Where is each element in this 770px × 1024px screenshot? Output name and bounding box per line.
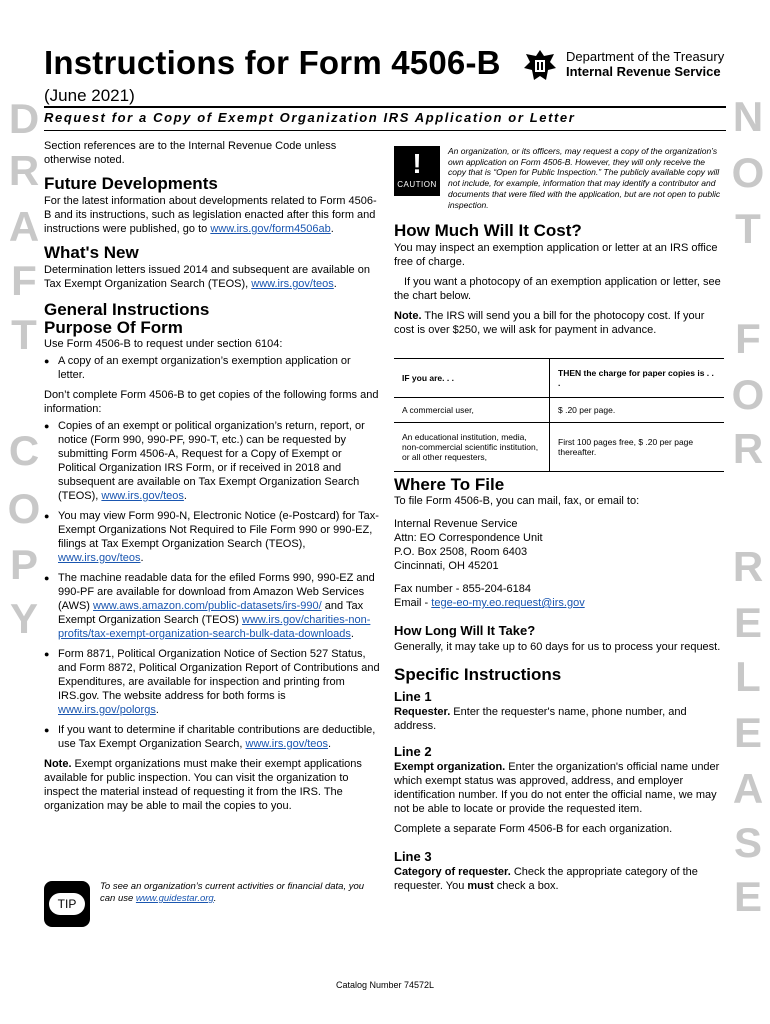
tip-label: TIP <box>49 893 85 915</box>
line1-label: Requester. <box>394 706 451 718</box>
line3-body: check a box. <box>493 880 559 892</box>
irs-eagle-seal-icon <box>520 46 560 86</box>
watermark-letter: O <box>731 371 765 418</box>
aws-dataset-link[interactable]: www.aws.amazon.com/public-datasets/irs-990/ <box>93 600 322 612</box>
whats-new-heading: What's New <box>44 243 139 262</box>
intro-text: Section references are to the Internal Revenue Code unless otherwise noted. <box>44 140 337 166</box>
tip-body: To see an organization’s current activities or financial data, you can use <box>100 881 365 904</box>
table-cell: A commercial user, <box>394 398 550 423</box>
watermark-letter: O <box>7 485 41 532</box>
address-line: P.O. Box 2508, Room 6403 <box>394 546 528 558</box>
list-item: ● A copy of an exempt organization’s exemption application or letter. <box>44 354 380 382</box>
general-instructions-heading: General Instructions <box>44 300 210 319</box>
table-cell: $ .20 per page. <box>550 398 725 423</box>
note-label: Note. <box>44 758 72 770</box>
caution-text: An organization, or its officers, may request a copy of the organization’s own application on Form 4506-B. However, they will only receive the copy that is “Open for Public Inspection.” The publicly available copy will not include, for example, information that may identify a contributor and documents that were filed with the application, but are not open to public inspection. <box>448 146 721 210</box>
bullet-text: Copies of an exempt or political organization’s return, report, or notice (Form 990, 990-PF, 990-T, etc.) can be requested by submitting Form 4506-A, Request for a Copy of Exempt or Political Organization IRS Form, or if received in 2018 and subsequent are available on Tax Exempt Organization Search (TEOS), <box>58 420 365 502</box>
fax-number: Fax number - 855-204-6184 <box>394 583 531 595</box>
list-item: ● If you want to determine if charitable contributions are deductible, use Tax Exempt Organization Search, www.irs.gov/teos. <box>44 723 380 751</box>
table-row <box>394 398 724 423</box>
line2-text <box>394 760 724 816</box>
column-header: IF you are. . . <box>394 359 550 398</box>
watermark-letter: C <box>8 427 40 474</box>
dont-complete-text: Don’t complete Form 4506-B to get copies of the following forms and information: <box>44 389 379 415</box>
table-row <box>394 423 724 472</box>
watermark-letter: E <box>733 599 762 646</box>
agency-line: Internal Revenue Service <box>566 64 721 79</box>
email-label: Email - <box>394 597 432 609</box>
note-text: Exempt organizations must make their exempt applications available for public inspection. You can visit the organization to inspect the material instead of requesting it from the IRS. The organization may be able to mail the copies to you. <box>44 758 362 812</box>
exclamation-icon: ! <box>412 148 422 179</box>
left-column <box>44 139 380 813</box>
watermark-letter: O <box>731 149 765 196</box>
teos-link[interactable]: www.irs.gov/teos <box>58 552 141 564</box>
list-item: ● Copies of an exempt or political organization’s return, report, or notice (Form 990, 990-PF, 990-T, etc.) can be requested by submitting Form 4506-A, Request for a Copy of Exempt or Political Organization IRS Form, or if received in 2018 and subsequent are available on Tax Exempt Organization Search (TEOS), www.irs.gov/teos. <box>44 419 380 503</box>
tip-icon <box>44 881 90 927</box>
watermark-letter: F <box>735 315 761 362</box>
watermark-letter: T <box>11 311 37 358</box>
purpose-heading: Purpose Of Form <box>44 318 183 337</box>
watermark-letter: A <box>8 203 40 250</box>
purpose-list <box>44 354 380 382</box>
table-header-row <box>394 359 724 398</box>
watermark-letter: N <box>732 93 764 140</box>
line3-body: Check the appropriate category of the requester. You <box>394 866 698 892</box>
line1-heading: Line 1 <box>394 689 432 704</box>
line3-heading: Line 3 <box>394 849 432 864</box>
header-rule <box>44 106 726 108</box>
department-line: Department of the Treasury <box>566 49 725 64</box>
bullet-text: You may view Form 990-N, Electronic Notice (e-Postcard) for Tax-Exempt Organizations Not Required to File Form 990 or 990-EZ, filings at Tax Exempt Organization Search (TEOS), <box>58 510 379 550</box>
watermark-letter: S <box>733 819 762 866</box>
where-to-file-text: To file Form 4506-B, you can mail, fax, or email to: <box>394 495 640 507</box>
catalog-number: Catalog Number 74572L <box>335 980 435 990</box>
line2-text2: Complete a separate Form 4506-B for each organization. <box>394 823 673 835</box>
address-line: Internal Revenue Service <box>394 518 518 530</box>
charges-table <box>394 358 724 472</box>
future-developments-heading: Future Developments <box>44 174 218 193</box>
agency-name <box>566 49 724 79</box>
line2-heading: Line 2 <box>394 744 432 759</box>
where-to-file-section <box>394 475 724 893</box>
teos-bulk-data-link[interactable]: www.irs.gov/charities-non-profits/tax-exempt-organization-search-bulk-data-downloads <box>58 614 371 640</box>
line1-text <box>394 705 724 733</box>
exclusions-list <box>44 419 380 751</box>
list-item: ● The machine readable data for the efiled Forms 990, 990-EZ and 990-PF are available for download from Amazon Web Services (AWS) www.aws.amazon.com/public-datasets/irs-990/ and Tax Exempt Organization Search (TEOS) www.irs.gov/charities-non-profits/tax-exempt-organization-search-bulk-data-downloads. <box>44 571 380 641</box>
table-cell: An educational institution, media, non-commercial scientific institution, or all other requesters, <box>394 423 550 472</box>
teos-link[interactable]: www.irs.gov/teos <box>251 278 334 290</box>
watermark-letter: R <box>732 543 764 590</box>
page-title: Instructions for Form 4506-B <box>44 44 501 81</box>
subtitle-rule <box>44 130 726 131</box>
revision-date: (June 2021) <box>44 86 135 105</box>
bullet-text: Form 8871, Political Organization Notice of Section 527 Status, and Form 8872, Political Organization Report of Contributions and Expenditures, are available for inspection and printing from IRS.gov. The website address for both forms is <box>58 648 380 702</box>
line3-text <box>394 865 724 893</box>
note-label: Note. <box>394 310 422 322</box>
list-item: ● You may view Form 990-N, Electronic Notice (e-Postcard) for Tax-Exempt Organizations Not Required to File Form 990 or 990-EZ, filings at Tax Exempt Organization Search (TEOS), www.irs.gov/teos. <box>44 509 380 565</box>
address-line: Attn: EO Correspondence Unit <box>394 532 543 544</box>
caution-label: CAUTION <box>397 180 437 189</box>
watermark-letter: D <box>8 95 40 142</box>
watermark-letter: P <box>9 541 38 588</box>
table-cell: First 100 pages free, $ .20 per page thereafter. <box>550 423 725 472</box>
page-subtitle: Request for a Copy of Exempt Organization IRS Application or Letter <box>44 110 576 125</box>
watermark-letter: R <box>8 147 40 194</box>
line2-label: Exempt organization. <box>394 761 506 773</box>
how-long-text: Generally, it may take up to 60 days for us to process your request. <box>394 641 721 653</box>
watermark-letter: E <box>733 873 762 920</box>
cost-section <box>394 221 724 337</box>
watermark-letter: A <box>732 765 764 812</box>
watermark-letter: R <box>732 425 764 472</box>
list-item: ● Form 8871, Political Organization Notice of Section 527 Status, and Form 8872, Political Organization Report of Contributions and Expenditures, are available for inspection and printing from IRS.gov. The website address for both forms is www.irs.gov/polorgs. <box>44 647 380 717</box>
how-long-heading: How Long Will It Take? <box>394 623 536 638</box>
email-line <box>394 596 724 610</box>
cost-text: You may inspect an exemption application or letter at an IRS office free of charge. <box>394 242 718 268</box>
tip-text: To see an organization’s current activities or financial data, you can use www.guidestar.org. <box>100 881 365 904</box>
where-to-file-heading: Where To File <box>394 475 505 494</box>
teos-link[interactable]: www.irs.gov/teos <box>101 490 184 502</box>
watermark-letter: T <box>735 205 761 252</box>
bullet-text: and Tax Exempt Organization Search (TEOS) <box>58 600 364 626</box>
line3-label: Category of requester. <box>394 866 511 878</box>
bullet-text: If you want to determine if charitable contributions are deductible, use Tax Exempt Organization Search, <box>58 724 376 750</box>
specific-instructions-heading: Specific Instructions <box>394 665 562 684</box>
watermark-letter: L <box>735 653 761 700</box>
whats-new-text: Determination letters issued 2014 and subsequent are available on Tax Exempt Organization Search (TEOS), www.irs.gov/teos. <box>44 264 370 290</box>
column-header: THEN the charge for paper copies is . . . <box>550 359 725 398</box>
watermark-letter: F <box>11 257 37 304</box>
cost-note <box>394 309 724 337</box>
bullet-text: The machine readable data for the efiled Forms 990, 990-EZ and 990-PF are available for download from Amazon Web Services (AWS) <box>58 572 375 612</box>
form4506ab-link[interactable]: www.irs.gov/form4506ab <box>210 223 331 235</box>
polorgs-link[interactable]: www.irs.gov/polorgs <box>58 704 156 716</box>
address-line: Cincinnati, OH 45201 <box>394 560 499 572</box>
teos-link[interactable]: www.irs.gov/teos <box>245 738 329 750</box>
purpose-text: Use Form 4506-B to request under section 6104: <box>44 338 283 350</box>
email-link[interactable]: tege-eo-my.eo.request@irs.gov <box>431 597 585 609</box>
line3-emphasis: must <box>467 880 494 892</box>
watermark-letter: E <box>733 709 762 756</box>
cost-text: If you want a photocopy of an exemption application or letter, see the chart below. <box>394 276 721 302</box>
watermark-letter: Y <box>9 595 38 642</box>
whats-new-body: Determination letters issued 2014 and subsequent are available on Tax Exempt Organization Search (TEOS), <box>44 264 370 290</box>
cost-heading: How Much Will It Cost? <box>394 221 582 240</box>
future-text-body: For the latest information about developments related to Form 4506-B and its instructions, such as legislation enacted after this form and instructions were published, go to <box>44 195 377 235</box>
line1-body: Enter the requester's name, phone number, and address. <box>394 706 687 732</box>
future-developments-text: For the latest information about developments related to Form 4506-B and its instructions, such as legislation enacted after this form and instructions were published, go to www.irs.gov/form4506ab. <box>44 195 377 235</box>
guidestar-link[interactable]: www.guidestar.org <box>135 893 214 904</box>
caution-icon <box>394 146 440 196</box>
line2-body: Enter the organization's official name under which exempt status was approved, address, and employer identification number. If you do not enter the official name, we may not be able to locate or provide the requested item. <box>394 761 720 815</box>
note-text: The IRS will send you a bill for the photocopy cost. If your cost is over $250, we will ask for payment in advance. <box>394 310 705 336</box>
note-paragraph <box>44 757 380 813</box>
